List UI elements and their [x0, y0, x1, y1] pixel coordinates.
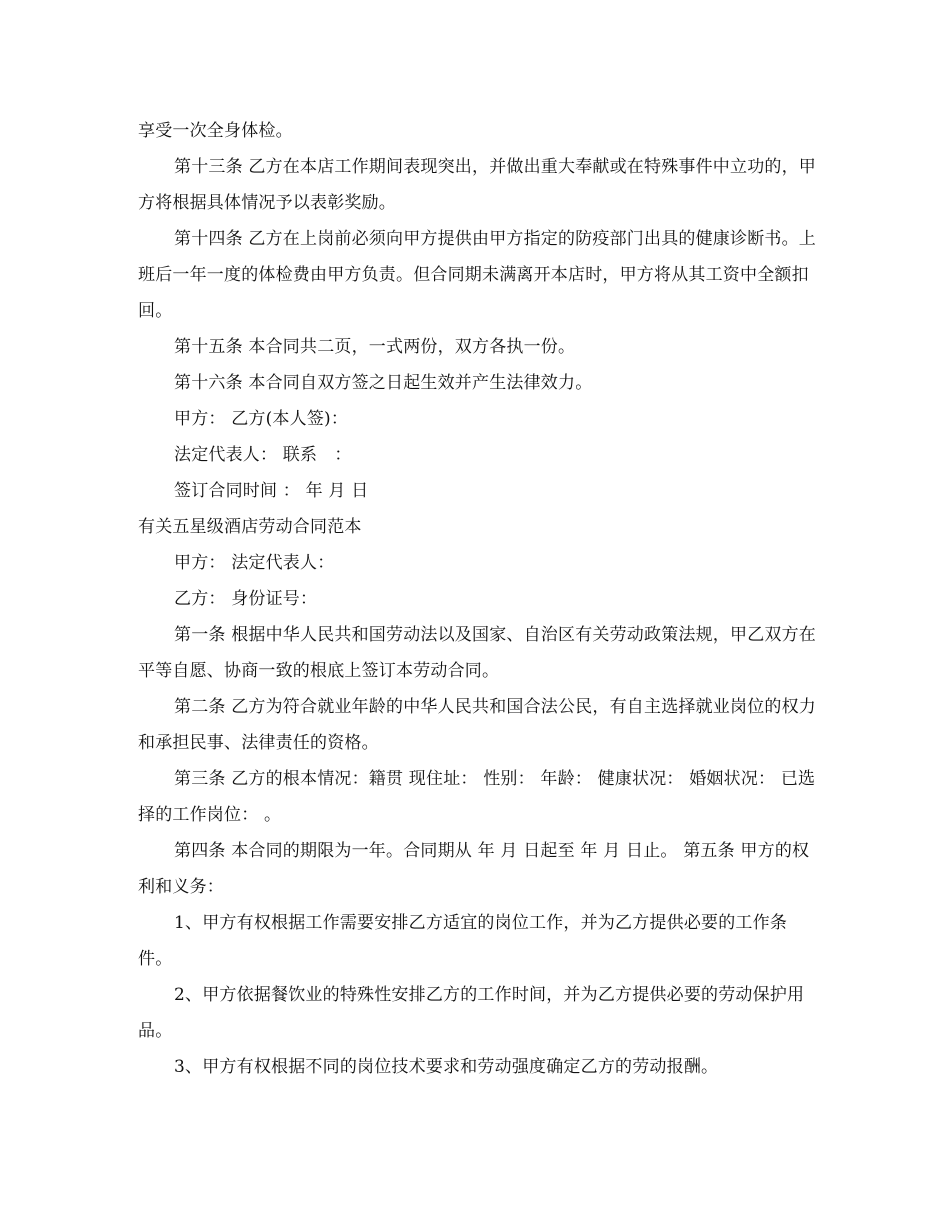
party-line: 乙方： 身份证号：	[174, 589, 318, 609]
list-item: 3、甲方有权根据不同的岗位技术要求和劳动强度确定乙方的劳动报酬。	[174, 1057, 719, 1077]
paragraph: 第三条 乙方的根本情况：籍贯 现住址： 性别： 年龄： 健康状况： 婚姻状况： 已选择的工作岗位： 。	[138, 769, 816, 825]
signature-line: 签订合同时间 ： 年 月 日	[174, 481, 369, 501]
paragraph: 第十六条 本合同自双方签之日起生效并产生法律效力。	[174, 373, 593, 393]
signature-line: 甲方： 乙方(本人签)：	[174, 409, 349, 429]
section-title: 有关五星级酒店劳动合同范本	[138, 517, 362, 537]
document-body	[138, 113, 818, 1085]
paragraph: 第一条 根据中华人民共和国劳动法以及国家、自治区有关劳动政策法规，甲乙双方在平等自愿、协商一致的根底上签订本劳动合同。	[138, 625, 817, 681]
paragraph: 第二条 乙方为符合就业年龄的中华人民共和国合法公民，有自主选择就业岗位的权力和承担民事、法律责任的资格。	[138, 697, 817, 753]
paragraph: 第四条 本合同的期限为一年。合同期从 年 月 日起至 年 月 日止。 第五条 甲方的权利和义务：	[138, 841, 810, 897]
party-line: 甲方： 法定代表人：	[174, 553, 335, 573]
signature-line: 法定代表人： 联系 ：	[174, 445, 352, 465]
list-item: 1、甲方有权根据工作需要安排乙方适宜的岗位工作，并为乙方提供必要的工作条件。	[138, 913, 788, 969]
paragraph: 享受一次全身体检。	[138, 121, 293, 141]
paragraph: 第十四条 乙方在上岗前必须向甲方提供由甲方指定的防疫部门出具的健康诊断书。上班后一年一度的体检费由甲方负责。但合同期未满离开本店时，甲方将从其工资中全额扣回。	[138, 229, 817, 321]
paragraph: 第十五条 本合同共二页，一式两份，双方各执一份。	[174, 337, 576, 357]
list-item: 2、甲方依据餐饮业的特殊性安排乙方的工作时间，并为乙方提供必要的劳动保护用品。	[138, 985, 805, 1041]
paragraph: 第十三条 乙方在本店工作期间表现突出，并做出重大奉献或在特殊事件中立功的，甲方将根据具体情况予以表彰奖励。	[138, 157, 817, 213]
